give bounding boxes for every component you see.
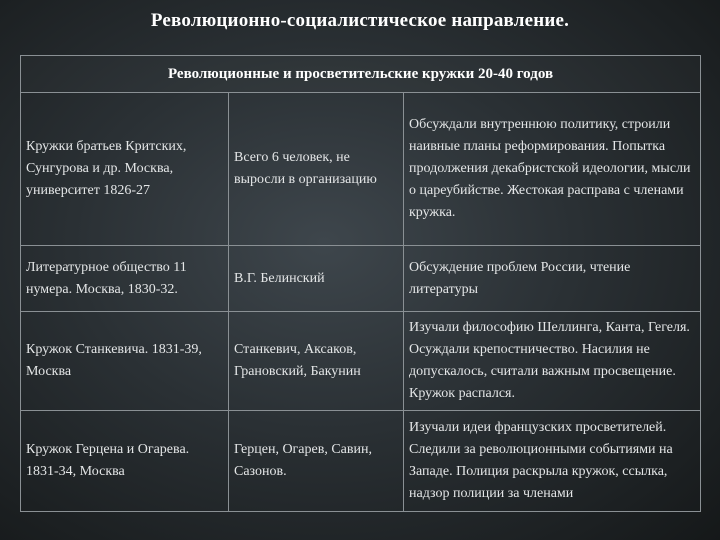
table-header-row [21,56,701,93]
circle-cell: Кружки братьев Критских, Сунгурова и др. Москва, университет 1826-27 [21,93,229,246]
table-row [21,312,701,411]
circle-cell: Литературное общество 11 нумера. Москва, 1830-32. [21,246,229,312]
description-cell: Обсуждали внутреннюю политику, строили наивные планы реформирования. Попытка продолжения декабристской идеологии, мысли о цареубийстве. Жестокая расправа с членами кружка. [404,93,701,246]
members-cell: Всего 6 человек, не выросли в организацию [229,93,404,246]
circles-table [20,55,701,512]
members-cell: В.Г. Белинский [229,246,404,312]
description-cell: Изучали идеи французских просветителей. Следили за революционными событиями на Западе. Полиция раскрыла кружок, ссылка, надзор полиции за членами [404,411,701,512]
circle-cell: Кружок Герцена и Огарева. 1831-34, Москва [21,411,229,512]
members-cell: Станкевич, Аксаков, Грановский, Бакунин [229,312,404,411]
table-row [21,411,701,512]
circle-cell: Кружок Станкевича. 1831-39, Москва [21,312,229,411]
description-cell: Изучали философию Шеллинга, Канта, Гегеля. Осуждали крепостничество. Насилия не допускалось, считали важным просвещение. Кружок распался. [404,312,701,411]
description-cell: Обсуждение проблем России, чтение литературы [404,246,701,312]
table-row [21,246,701,312]
table-row [21,93,701,246]
slide-title: Революционно-социалистическое направление. [150,10,570,31]
table-header: Революционные и просветительские кружки 20-40 годов [21,56,701,93]
members-cell: Герцен, Огарев, Савин, Сазонов. [229,411,404,512]
